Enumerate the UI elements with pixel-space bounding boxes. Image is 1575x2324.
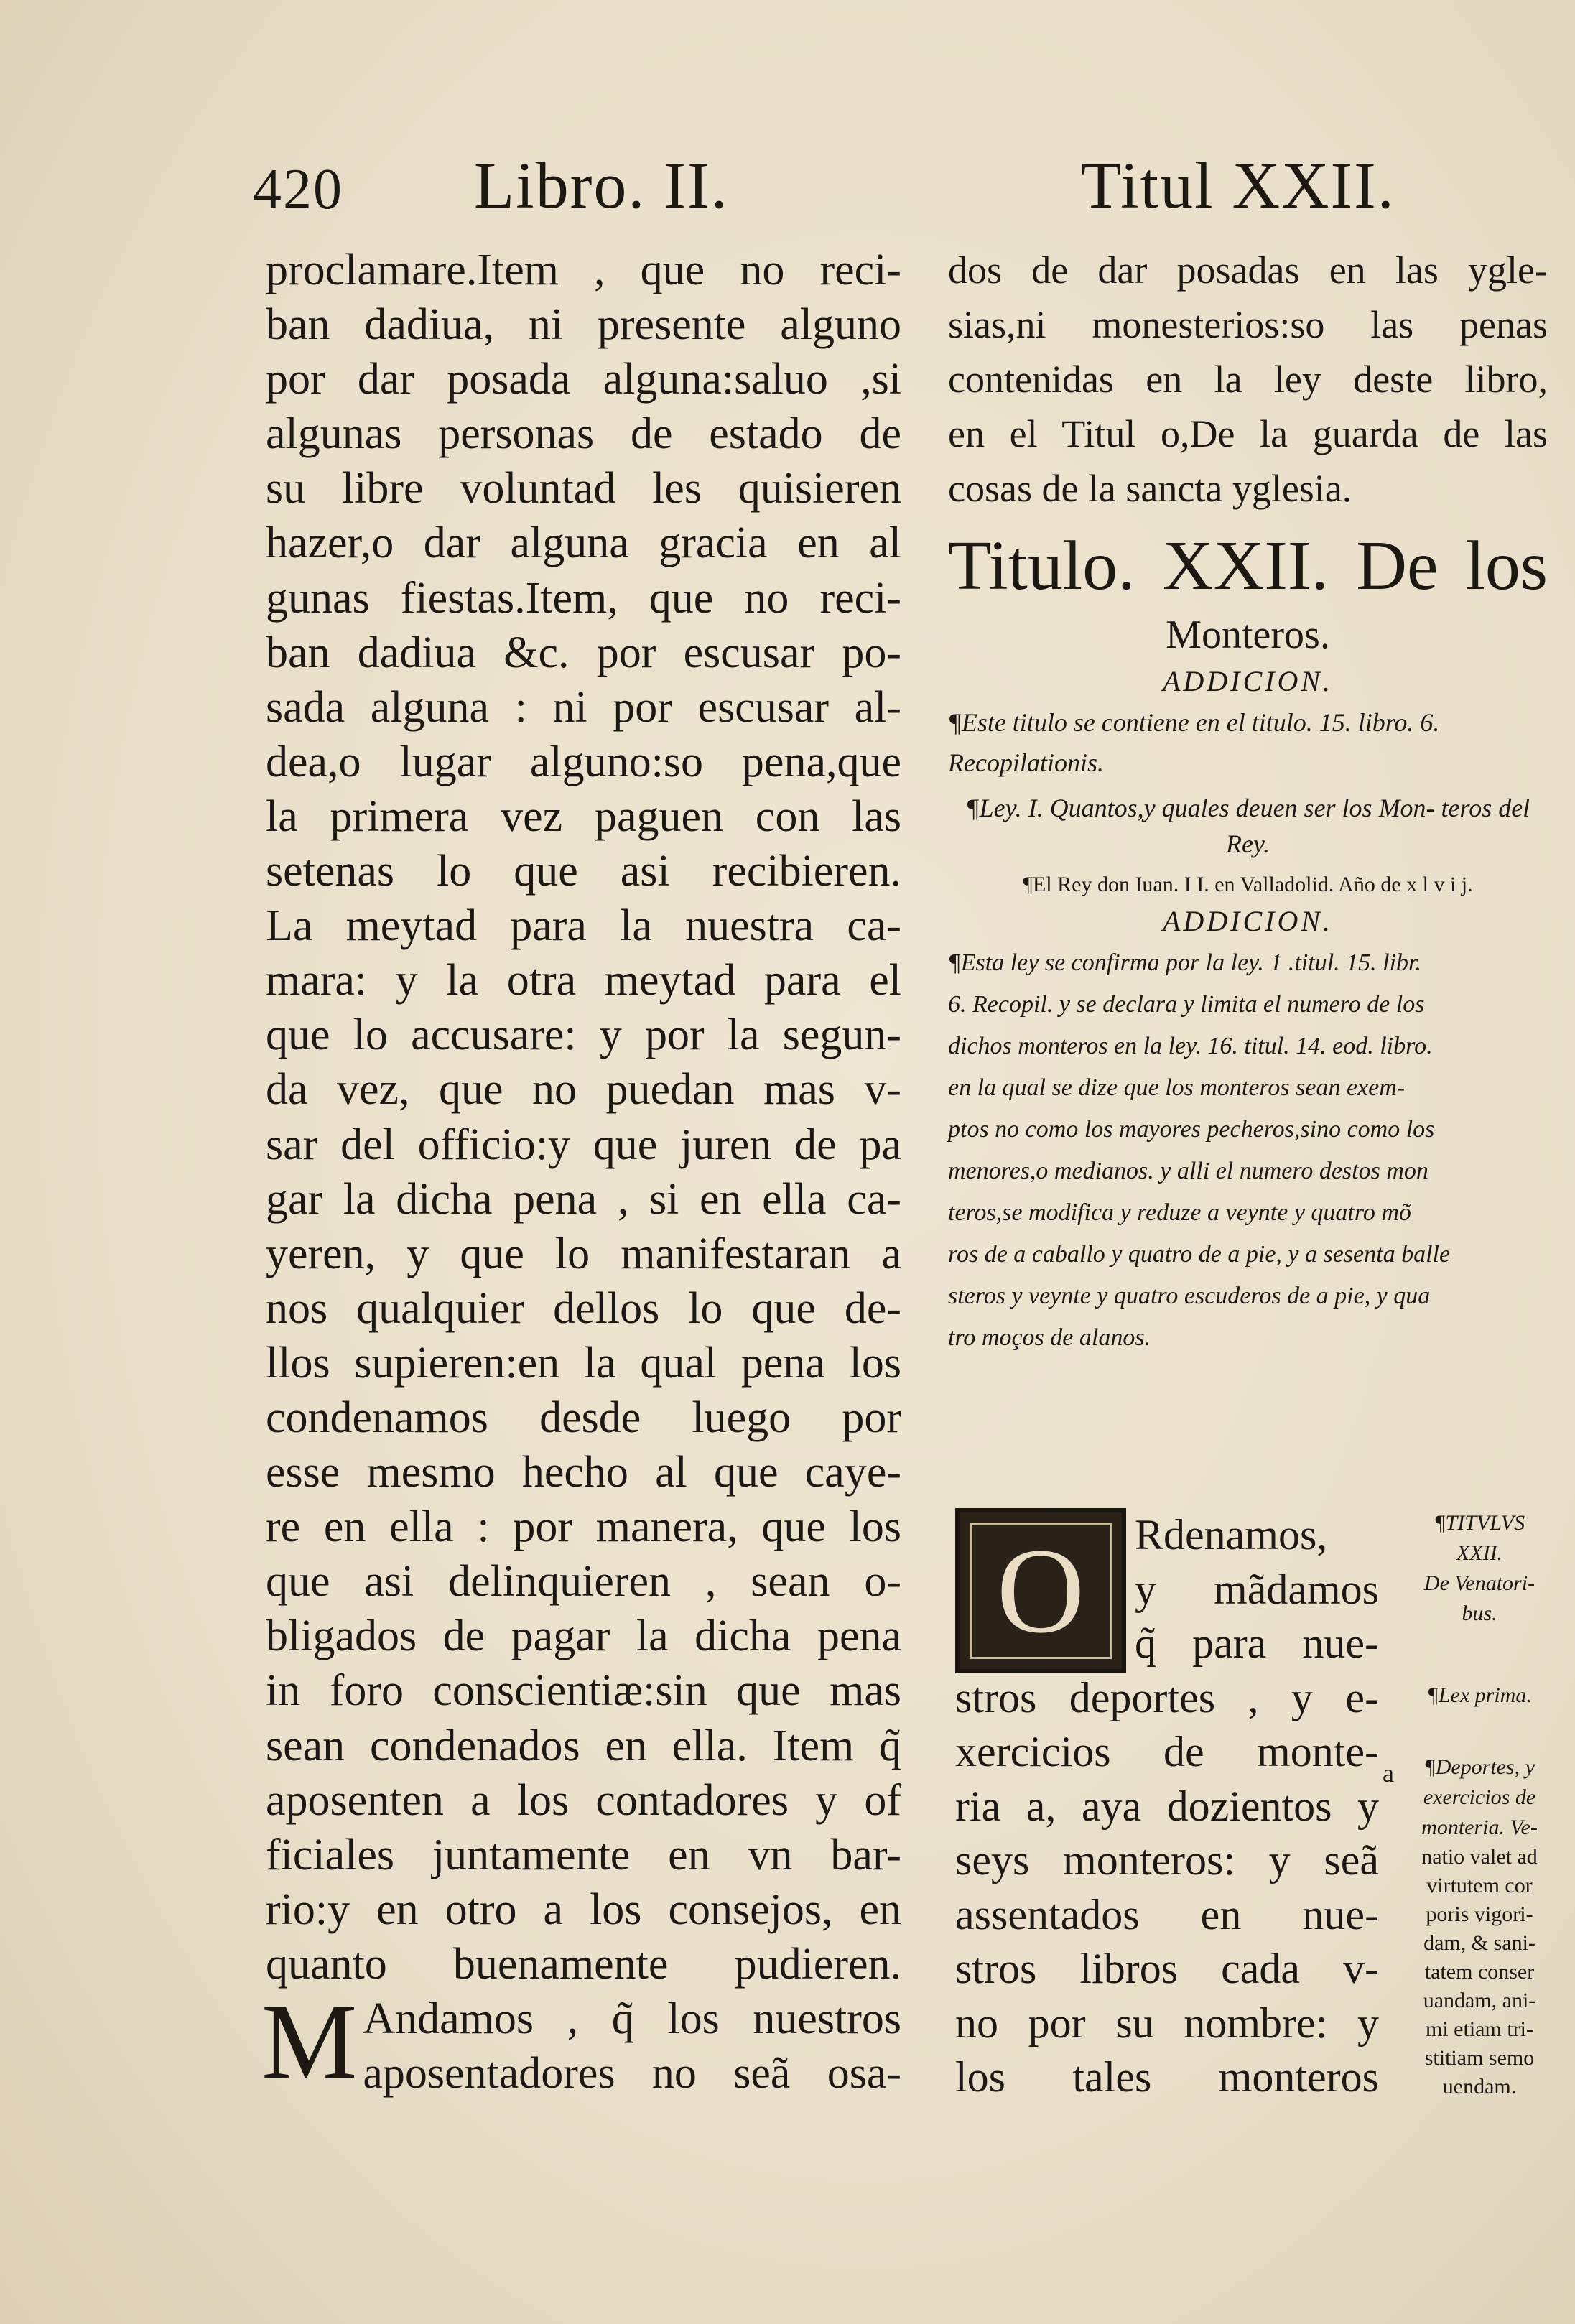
text-line: que lo accusare: y por la segun- <box>266 1010 901 1060</box>
text-line: mara: y la otra meytad para el <box>266 956 901 1005</box>
text-line: bligados de pagar la dicha pena <box>266 1612 901 1661</box>
text-line: rio:y en otro a los consejos, en <box>266 1884 901 1934</box>
text-line: no por su nombre: y <box>955 1999 1379 2047</box>
text-line: condenamos desde luego por <box>266 1393 901 1442</box>
text-line: ria a, aya dozientos y <box>955 1782 1379 1830</box>
margin-latin-line: poris vigori- <box>1426 1902 1533 1926</box>
decorated-initial <box>955 1508 1126 1673</box>
text-line: seys monteros: y seã <box>955 1836 1379 1884</box>
title-label: Titul XXII. <box>1081 149 1395 222</box>
text-line: los tales monteros <box>955 2053 1379 2101</box>
book-label: Libro. II. <box>474 149 729 222</box>
text-line: algunas personas de estado de <box>266 409 901 459</box>
section-subtitle: Monteros. <box>1166 613 1330 657</box>
gloss-line: en la qual se dize que los monteros sean exem- <box>948 1074 1406 1101</box>
text-line: gar la dicha pena , si en ella ca- <box>266 1174 901 1224</box>
margin-note-deportes <box>1408 1752 1551 2101</box>
margin-latin-line: natio valet ad <box>1421 1845 1538 1869</box>
text-line: Rdenamos, <box>1135 1511 1328 1558</box>
margin-note-titulus <box>1408 1508 1551 1629</box>
margin-latin-line: mi etiam tri- <box>1426 2017 1533 2041</box>
text-line: stros deportes , y e- <box>955 1673 1379 1721</box>
text-line: re en ella : por manera, que los <box>266 1502 901 1552</box>
text-line: ban dadiua &c. por escusar po- <box>266 628 901 677</box>
law-source: ¶El Rey don Iuan. I I. en Valladolid. Año de x l v i j. <box>1023 873 1473 896</box>
note-marker: a <box>1383 1759 1394 1788</box>
margin-lex: ¶Lex prima. <box>1427 1683 1532 1707</box>
text-line: contenidas en la ley deste libro, <box>948 358 1548 401</box>
margin-latin-line: dam, & sani- <box>1423 1931 1535 1955</box>
text-line: in foro conscientiæ:sin que mas <box>266 1666 901 1716</box>
text-line: hazer,o dar alguna gracia en al <box>266 519 901 568</box>
gloss-line: steros y veynte y quatro escuderos de a pie, y qua <box>948 1283 1431 1309</box>
text-line: assentados en nue- <box>955 1890 1379 1938</box>
text-line: llos supieren:en la qual pena los <box>266 1338 901 1388</box>
text-line: stros libros cada v- <box>955 1945 1379 1992</box>
gloss-line: 6. Recopil. y se declara y limita el numero de los <box>948 991 1425 1018</box>
text-line: ban dadiua, ni presente alguno <box>266 300 901 350</box>
text-line: sean condenados en ella. Item q̃ <box>266 1721 901 1770</box>
text-line: q̃ para nue- <box>1135 1619 1379 1667</box>
margin-latin-line: stitiam semo <box>1424 2046 1535 2070</box>
text-line: que asi delinquieren , sean o- <box>266 1557 901 1607</box>
drop-initial-paragraph <box>261 1982 901 2101</box>
text-line: proclamare.Item , que no reci- <box>266 246 901 294</box>
gloss-line: ¶Esta ley se confirma por la ley. 1 .titul. 15. libr. <box>948 949 1422 976</box>
margin-titulus-num: XXII. <box>1456 1541 1503 1565</box>
text-line: nos qualquier dellos lo que de- <box>266 1283 901 1333</box>
addicion-heading: ADDICION. <box>1162 665 1334 697</box>
text-line: aposenten a los contadores y of <box>266 1775 901 1825</box>
text-line: por dar posada alguna:saluo ,si <box>266 355 901 404</box>
text-line: da vez, que no puedan mas v- <box>266 1065 901 1115</box>
text-line: quanto buenamente pudieren. <box>266 1939 901 1989</box>
text-line: yeren, y que lo manifestaran a <box>266 1229 901 1278</box>
text-line: Andamos , q̃ los nuestros <box>363 1994 901 2043</box>
text-line: sar del officio:y que juren de pa <box>266 1120 901 1169</box>
text-line: cosas de la sancta yglesia. <box>948 467 1352 510</box>
text-line: ficiales juntamente en vn bar- <box>266 1830 901 1879</box>
margin-latin-line: uendam. <box>1442 2075 1517 2098</box>
margin-latin-line: virtutem cor <box>1426 1874 1533 1897</box>
text-line: La meytad para la nuestra ca- <box>266 901 901 951</box>
decorated-initial-letter: O <box>996 1523 1085 1658</box>
section-title: Titulo. XXII. De los <box>948 527 1548 605</box>
drop-initial-m: M <box>261 1982 358 2101</box>
text-line: aposentadores no seã osa- <box>363 2049 901 2098</box>
page-header <box>0 147 1575 233</box>
margin-latin-line: tatem conser <box>1424 1960 1535 1984</box>
gloss-line: ptos no como los mayores pecheros,sino como los <box>948 1116 1435 1143</box>
margin-deportes: ¶Deportes, y exercicios de monteria. Ve- <box>1421 1755 1538 1839</box>
text-line: y mãdamos <box>1135 1565 1379 1613</box>
left-column <box>261 243 901 2101</box>
right-column <box>948 243 1548 1359</box>
text-line: gunas fiestas.Item, que no reci- <box>266 573 901 623</box>
gloss-line: dichos monteros en la ley. 16. titul. 14. eod. libro. <box>948 1033 1433 1059</box>
text-line: dos de dar posadas en las ygle- <box>948 248 1548 292</box>
addicion-note: ¶Este titulo se contiene en el titulo. 15. libro. 6. Recopilationis. <box>948 708 1440 777</box>
margin-latin-line: uandam, ani- <box>1423 1989 1536 2012</box>
text-line: dea,o lugar alguno:so pena,que <box>266 737 901 786</box>
text-line: la primera vez paguen con las <box>266 791 901 841</box>
margin-titulus-sub: De Venatori- bus. <box>1423 1571 1535 1625</box>
text-line: esse mesmo hecho al que caye- <box>266 1448 901 1497</box>
gloss-line: menores,o medianos. y alli el numero destos mon <box>948 1158 1428 1184</box>
margin-note-lex <box>1408 1681 1551 1711</box>
law-title: ¶Ley. I. Quantos,y quales deuen ser los Mon- teros del Rey. <box>965 794 1530 858</box>
text-line: xercicios de monte- <box>955 1728 1379 1775</box>
text-line: setenas lo que asi recibieren. <box>266 847 901 896</box>
text-line: sias,ni monesterios:so las penas <box>948 303 1548 346</box>
text-line: su libre voluntad les quisieren <box>266 464 901 513</box>
margin-titulus: ¶TITVLVS <box>1434 1511 1525 1535</box>
addicion-heading: ADDICION. <box>1162 905 1334 937</box>
page-number: 420 <box>253 158 343 221</box>
chapter-text <box>955 1508 1379 2105</box>
text-line: en el Titul o,De la guarda de las <box>948 412 1548 455</box>
gloss-line: tro moços de alanos. <box>948 1324 1151 1351</box>
text-line: sada alguna : ni por escusar al- <box>266 682 901 732</box>
gloss-line: teros,se modifica y reduze a veynte y quatro mõ <box>948 1199 1411 1226</box>
gloss-line: ros de a caballo y quatro de a pie, y a sesenta balle <box>948 1241 1451 1268</box>
